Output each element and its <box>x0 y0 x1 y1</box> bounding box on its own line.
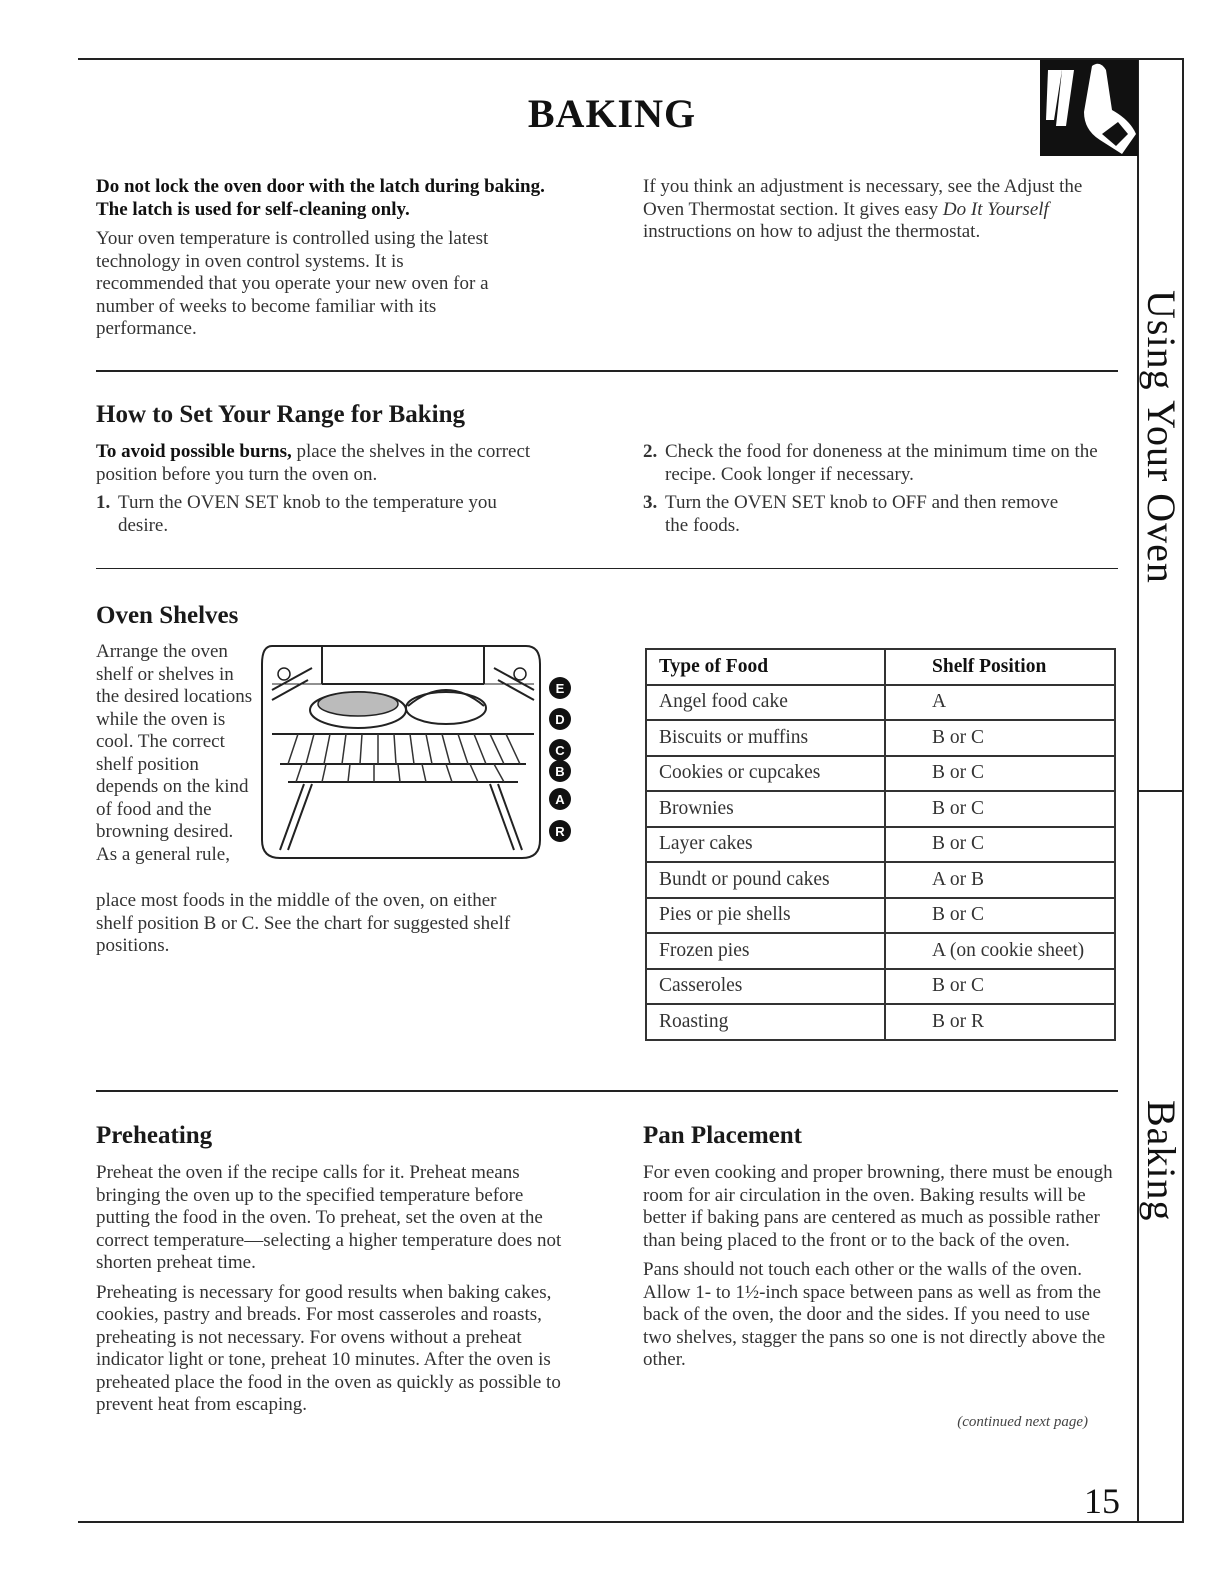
position-cell: B or C <box>885 756 1115 792</box>
food-cell: Cookies or cupcakes <box>646 756 885 792</box>
table-row <box>646 791 1115 827</box>
position-cell: B or C <box>885 898 1115 934</box>
step-text: Turn the OVEN SET knob to OFF and then remove the foods. <box>665 492 1059 536</box>
table-header: Shelf Position <box>885 649 1115 685</box>
continued-note: (continued next page) <box>957 1414 1088 1430</box>
section-rule <box>96 1090 1118 1092</box>
step-number: 2. <box>643 441 658 462</box>
step-text: Check the food for doneness at the minimum time on the recipe. Cook longer if necessary. <box>665 441 1098 485</box>
position-cell: A <box>885 685 1115 721</box>
preheating-body <box>96 1162 574 1417</box>
position-cell: B or R <box>885 1004 1115 1040</box>
how-to-title: How to Set Your Range for Baking <box>96 401 466 428</box>
section-rule <box>96 370 1118 372</box>
sidebar-divider <box>1137 790 1184 792</box>
table-row <box>646 685 1115 721</box>
latch-warning: Do not lock the oven door with the latch during baking. The latch is used for self-cleaning only. <box>96 176 545 220</box>
food-cell: Layer cakes <box>646 827 885 863</box>
shelves-title: Oven Shelves <box>96 602 239 629</box>
table-row <box>646 898 1115 934</box>
table-row <box>646 720 1115 756</box>
how-to-right <box>643 441 1113 537</box>
shelf-position-badge: C <box>549 739 571 761</box>
food-cell: Biscuits or muffins <box>646 720 885 756</box>
how-to-lead-rest: place the shelves in the correct position before you turn the oven on. <box>96 441 531 485</box>
pan-placement-body <box>643 1162 1117 1372</box>
position-cell: B or C <box>885 827 1115 863</box>
pan-placement-paragraph-1: For even cooking and proper browning, there must be enough room for air circulation in the oven. Baking results will be better if baking pans are centered as much as possible rather than being placed to the front or to the back of the oven. <box>643 1162 1113 1251</box>
shelf-position-badge: B <box>549 760 571 782</box>
section-rule <box>96 568 1118 569</box>
position-cell: B or C <box>885 969 1115 1005</box>
step-2 <box>643 441 1113 486</box>
step-text: Turn the OVEN SET knob to the temperature you desire. <box>118 492 497 536</box>
intro-right-text-end: instructions on how to adjust the thermostat. <box>643 221 981 242</box>
page-title: BAKING <box>527 91 697 136</box>
preheating-paragraph-2: Preheating is necessary for good results when baking cakes, cookies, pastry and breads. For most casseroles and roasts, preheating is not necessary. For ovens without a preheat indicator light or tone, preheat 10 minutes. After the oven is preheated place the food in the oven as quickly as possible to prevent heat from escaping. <box>96 1281 561 1415</box>
shelf-position-badge: A <box>549 788 571 810</box>
food-cell: Bundt or pound cakes <box>646 862 885 898</box>
food-cell: Roasting <box>646 1004 885 1040</box>
food-cell: Brownies <box>646 791 885 827</box>
how-to-lead-bold: To avoid possible burns, <box>96 441 292 462</box>
shelf-position-badge: E <box>549 677 571 699</box>
pan-placement-title: Pan Placement <box>643 1122 802 1149</box>
table-header-row <box>646 649 1115 685</box>
intro-right-italic: Do It Yourself <box>942 198 1049 220</box>
pan-placement-paragraph-2: Pans should not touch each other or the walls of the oven. Allow 1- to 1½-inch space between pans as well as from the back of the oven, the door and the sides. If you need to use two shelves, stagger the pans so one is not directly above the other. <box>643 1259 1106 1370</box>
intro-paragraph: Your oven temperature is controlled using the latest technology in oven control systems. It is recommended that you operate your new oven for a number of weeks to become familiar with its performance. <box>96 228 489 339</box>
food-cell: Pies or pie shells <box>646 898 885 934</box>
position-cell: A (on cookie sheet) <box>885 933 1115 969</box>
oven-shelf-illustration <box>258 644 544 864</box>
table-row <box>646 969 1115 1005</box>
step-number: 1. <box>96 492 111 513</box>
intro-right <box>643 176 1121 244</box>
top-rule <box>78 58 1184 60</box>
step-1 <box>96 492 526 537</box>
table-header: Type of Food <box>646 649 885 685</box>
side-tab-baking: Baking <box>1139 1100 1184 1222</box>
side-tab-using-your-oven: Using Your Oven <box>1139 290 1184 584</box>
step-3 <box>643 492 1073 537</box>
food-cell: Casseroles <box>646 969 885 1005</box>
table-row <box>646 933 1115 969</box>
table-row <box>646 1004 1115 1040</box>
position-cell: B or C <box>885 791 1115 827</box>
table-row <box>646 862 1115 898</box>
preheating-paragraph-1: Preheat the oven if the recipe calls for it. Preheat means bringing the oven up to the specified temperature before putting the food in the oven. To preheat, set the oven at the correct temperature—selecting a higher temperature does not shorten preheat time. <box>96 1162 562 1273</box>
shelf-position-badge: D <box>549 708 571 730</box>
intro-right-text: If you think an adjustment is necessary, see the Adjust the Oven Thermostat section. It gives easy <box>643 176 1083 220</box>
how-to-left <box>96 441 576 537</box>
table-row <box>646 827 1115 863</box>
page-number: 15 <box>1084 1481 1120 1521</box>
bottom-rule <box>78 1521 1184 1523</box>
shelf-position-badge: R <box>549 820 571 842</box>
how-to-lead <box>96 441 576 486</box>
food-cell: Frozen pies <box>646 933 885 969</box>
preheating-title: Preheating <box>96 1122 213 1149</box>
food-cell: Angel food cake <box>646 685 885 721</box>
shelves-text-beside: Arrange the oven shelf or shelves in the desired locations while the oven is cool. The correct shelf position depends on the kind of food and the browning desired. As a general rule, <box>96 641 253 865</box>
shelf-position-table <box>645 648 1116 1041</box>
intro-left <box>96 176 556 341</box>
table-row <box>646 756 1115 792</box>
position-cell: B or C <box>885 720 1115 756</box>
step-number: 3. <box>643 492 658 513</box>
position-cell: A or B <box>885 862 1115 898</box>
shelves-text-below: place most foods in the middle of the oven, on either shelf position B or C. See the chart for suggested shelf positions. <box>96 890 511 956</box>
